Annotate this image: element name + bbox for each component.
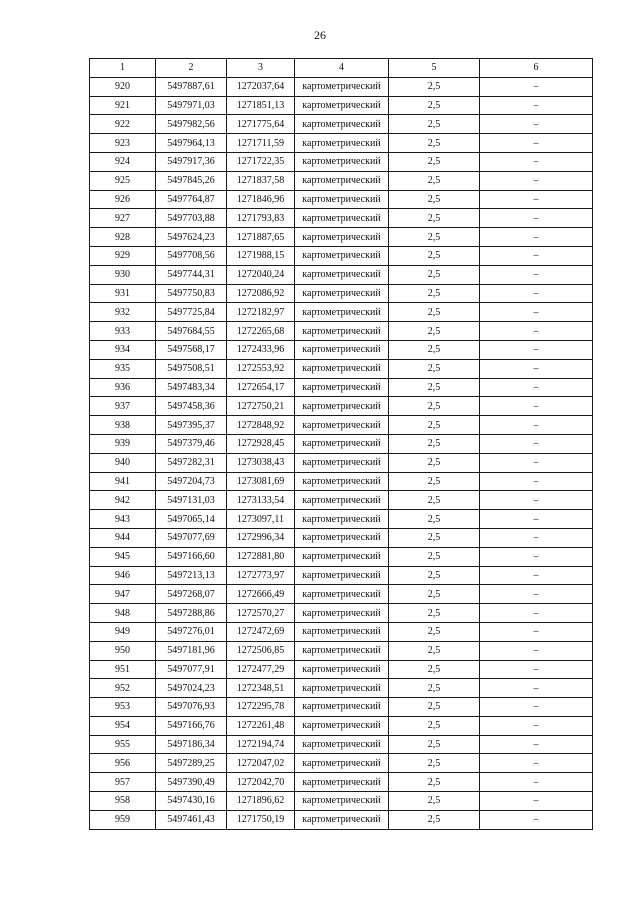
y-coordinate-cell: 1272881,80: [227, 547, 295, 566]
x-coordinate-cell: 5497744,31: [156, 265, 227, 284]
accuracy-cell: 2,5: [389, 585, 480, 604]
x-coordinate-cell: 5497076,93: [156, 698, 227, 717]
method-cell: картометрический: [295, 604, 389, 623]
point-number-cell: 955: [90, 735, 156, 754]
y-coordinate-cell: 1271846,96: [227, 190, 295, 209]
point-number-cell: 956: [90, 754, 156, 773]
accuracy-cell: 2,5: [389, 510, 480, 529]
accuracy-cell: 2,5: [389, 322, 480, 341]
table-row: [90, 359, 593, 378]
description-cell: –: [480, 604, 593, 623]
y-coordinate-cell: 1271896,62: [227, 792, 295, 811]
x-coordinate-cell: 5497982,56: [156, 115, 227, 134]
point-number-cell: 935: [90, 359, 156, 378]
y-coordinate-cell: 1271887,65: [227, 228, 295, 247]
method-cell: картометрический: [295, 792, 389, 811]
point-number-cell: 939: [90, 434, 156, 453]
y-coordinate-cell: 1271722,35: [227, 152, 295, 171]
table-row: [90, 190, 593, 209]
method-cell: картометрический: [295, 190, 389, 209]
point-number-cell: 927: [90, 209, 156, 228]
accuracy-cell: 2,5: [389, 303, 480, 322]
table-row: [90, 491, 593, 510]
y-coordinate-cell: 1271793,83: [227, 209, 295, 228]
table-row: [90, 322, 593, 341]
description-cell: –: [480, 265, 593, 284]
point-number-cell: 922: [90, 115, 156, 134]
method-cell: картометрический: [295, 472, 389, 491]
x-coordinate-cell: 5497395,37: [156, 416, 227, 435]
point-number-cell: 938: [90, 416, 156, 435]
point-number-cell: 920: [90, 77, 156, 96]
coordinates-table: [89, 58, 593, 830]
description-cell: –: [480, 566, 593, 585]
x-coordinate-cell: 5497684,55: [156, 322, 227, 341]
description-cell: –: [480, 472, 593, 491]
point-number-cell: 921: [90, 96, 156, 115]
point-number-cell: 949: [90, 622, 156, 641]
y-coordinate-cell: 1272040,24: [227, 265, 295, 284]
accuracy-cell: 2,5: [389, 491, 480, 510]
method-cell: картометрический: [295, 96, 389, 115]
x-coordinate-cell: 5497166,76: [156, 716, 227, 735]
description-cell: –: [480, 378, 593, 397]
column-header: 6: [480, 59, 593, 78]
point-number-cell: 954: [90, 716, 156, 735]
point-number-cell: 944: [90, 528, 156, 547]
accuracy-cell: 2,5: [389, 472, 480, 491]
method-cell: картометрический: [295, 115, 389, 134]
table-row: [90, 209, 593, 228]
x-coordinate-cell: 5497289,25: [156, 754, 227, 773]
table-row: [90, 547, 593, 566]
accuracy-cell: 2,5: [389, 96, 480, 115]
table-row: [90, 472, 593, 491]
x-coordinate-cell: 5497430,16: [156, 792, 227, 811]
table-row: [90, 679, 593, 698]
method-cell: картометрический: [295, 134, 389, 153]
y-coordinate-cell: 1272047,02: [227, 754, 295, 773]
table-row: [90, 134, 593, 153]
method-cell: картометрический: [295, 453, 389, 472]
y-coordinate-cell: 1271750,19: [227, 810, 295, 829]
y-coordinate-cell: 1271988,15: [227, 246, 295, 265]
description-cell: –: [480, 284, 593, 303]
method-cell: картометрический: [295, 322, 389, 341]
x-coordinate-cell: 5497887,61: [156, 77, 227, 96]
point-number-cell: 924: [90, 152, 156, 171]
point-number-cell: 932: [90, 303, 156, 322]
method-cell: картометрический: [295, 641, 389, 660]
y-coordinate-cell: 1272570,27: [227, 604, 295, 623]
x-coordinate-cell: 5497568,17: [156, 340, 227, 359]
x-coordinate-cell: 5497703,88: [156, 209, 227, 228]
y-coordinate-cell: 1272654,17: [227, 378, 295, 397]
y-coordinate-cell: 1272472,69: [227, 622, 295, 641]
x-coordinate-cell: 5497379,46: [156, 434, 227, 453]
method-cell: картометрический: [295, 566, 389, 585]
x-coordinate-cell: 5497077,91: [156, 660, 227, 679]
column-header: 4: [295, 59, 389, 78]
table-row: [90, 397, 593, 416]
x-coordinate-cell: 5497065,14: [156, 510, 227, 529]
method-cell: картометрический: [295, 660, 389, 679]
description-cell: –: [480, 96, 593, 115]
y-coordinate-cell: 1271851,13: [227, 96, 295, 115]
table-row: [90, 622, 593, 641]
table-row: [90, 754, 593, 773]
accuracy-cell: 2,5: [389, 228, 480, 247]
description-cell: –: [480, 434, 593, 453]
table-row: [90, 303, 593, 322]
method-cell: картометрический: [295, 434, 389, 453]
x-coordinate-cell: 5497213,13: [156, 566, 227, 585]
method-cell: картометрический: [295, 416, 389, 435]
point-number-cell: 942: [90, 491, 156, 510]
description-cell: –: [480, 510, 593, 529]
point-number-cell: 958: [90, 792, 156, 811]
x-coordinate-cell: 5497624,23: [156, 228, 227, 247]
column-header: 5: [389, 59, 480, 78]
point-number-cell: 929: [90, 246, 156, 265]
accuracy-cell: 2,5: [389, 679, 480, 698]
x-coordinate-cell: 5497204,73: [156, 472, 227, 491]
point-number-cell: 928: [90, 228, 156, 247]
table-row: [90, 735, 593, 754]
x-coordinate-cell: 5497276,01: [156, 622, 227, 641]
y-coordinate-cell: 1272042,70: [227, 773, 295, 792]
y-coordinate-cell: 1272261,48: [227, 716, 295, 735]
y-coordinate-cell: 1273081,69: [227, 472, 295, 491]
description-cell: –: [480, 416, 593, 435]
point-number-cell: 950: [90, 641, 156, 660]
method-cell: картометрический: [295, 698, 389, 717]
accuracy-cell: 2,5: [389, 453, 480, 472]
accuracy-cell: 2,5: [389, 434, 480, 453]
method-cell: картометрический: [295, 265, 389, 284]
table-row: [90, 171, 593, 190]
description-cell: –: [480, 754, 593, 773]
point-number-cell: 933: [90, 322, 156, 341]
description-cell: –: [480, 134, 593, 153]
method-cell: картометрический: [295, 303, 389, 322]
x-coordinate-cell: 5497458,36: [156, 397, 227, 416]
x-coordinate-cell: 5497917,36: [156, 152, 227, 171]
y-coordinate-cell: 1272086,92: [227, 284, 295, 303]
accuracy-cell: 2,5: [389, 246, 480, 265]
method-cell: картометрический: [295, 359, 389, 378]
method-cell: картометрический: [295, 340, 389, 359]
x-coordinate-cell: 5497181,96: [156, 641, 227, 660]
accuracy-cell: 2,5: [389, 284, 480, 303]
description-cell: –: [480, 453, 593, 472]
method-cell: картометрический: [295, 228, 389, 247]
description-cell: –: [480, 209, 593, 228]
description-cell: –: [480, 190, 593, 209]
x-coordinate-cell: 5497186,34: [156, 735, 227, 754]
table-row: [90, 115, 593, 134]
table-row: [90, 96, 593, 115]
point-number-cell: 931: [90, 284, 156, 303]
y-coordinate-cell: 1272553,92: [227, 359, 295, 378]
method-cell: картометрический: [295, 585, 389, 604]
accuracy-cell: 2,5: [389, 716, 480, 735]
y-coordinate-cell: 1272265,68: [227, 322, 295, 341]
table-row: [90, 604, 593, 623]
method-cell: картометрический: [295, 735, 389, 754]
accuracy-cell: 2,5: [389, 660, 480, 679]
accuracy-cell: 2,5: [389, 378, 480, 397]
accuracy-cell: 2,5: [389, 340, 480, 359]
y-coordinate-cell: 1272666,49: [227, 585, 295, 604]
y-coordinate-cell: 1271775,64: [227, 115, 295, 134]
method-cell: картометрический: [295, 679, 389, 698]
description-cell: –: [480, 641, 593, 660]
x-coordinate-cell: 5497764,87: [156, 190, 227, 209]
point-number-cell: 951: [90, 660, 156, 679]
table-row: [90, 792, 593, 811]
description-cell: –: [480, 810, 593, 829]
method-cell: картометрический: [295, 246, 389, 265]
column-header: 3: [227, 59, 295, 78]
method-cell: картометрический: [295, 152, 389, 171]
description-cell: –: [480, 322, 593, 341]
method-cell: картометрический: [295, 510, 389, 529]
y-coordinate-cell: 1273097,11: [227, 510, 295, 529]
description-cell: –: [480, 340, 593, 359]
point-number-cell: 937: [90, 397, 156, 416]
y-coordinate-cell: 1272433,96: [227, 340, 295, 359]
x-coordinate-cell: 5497483,34: [156, 378, 227, 397]
accuracy-cell: 2,5: [389, 265, 480, 284]
accuracy-cell: 2,5: [389, 77, 480, 96]
table-row: [90, 246, 593, 265]
point-number-cell: 936: [90, 378, 156, 397]
table-header-row: [90, 59, 593, 78]
method-cell: картометрический: [295, 716, 389, 735]
accuracy-cell: 2,5: [389, 773, 480, 792]
method-cell: картометрический: [295, 77, 389, 96]
point-number-cell: 952: [90, 679, 156, 698]
y-coordinate-cell: 1272848,92: [227, 416, 295, 435]
table-row: [90, 660, 593, 679]
point-number-cell: 943: [90, 510, 156, 529]
accuracy-cell: 2,5: [389, 622, 480, 641]
table-row: [90, 228, 593, 247]
y-coordinate-cell: 1272928,45: [227, 434, 295, 453]
accuracy-cell: 2,5: [389, 528, 480, 547]
x-coordinate-cell: 5497971,03: [156, 96, 227, 115]
table-row: [90, 698, 593, 717]
description-cell: –: [480, 792, 593, 811]
description-cell: –: [480, 246, 593, 265]
table-row: [90, 528, 593, 547]
point-number-cell: 957: [90, 773, 156, 792]
description-cell: –: [480, 397, 593, 416]
x-coordinate-cell: 5497725,84: [156, 303, 227, 322]
method-cell: картометрический: [295, 810, 389, 829]
description-cell: –: [480, 585, 593, 604]
point-number-cell: 941: [90, 472, 156, 491]
y-coordinate-cell: 1272506,85: [227, 641, 295, 660]
accuracy-cell: 2,5: [389, 754, 480, 773]
accuracy-cell: 2,5: [389, 397, 480, 416]
description-cell: –: [480, 491, 593, 510]
table-row: [90, 416, 593, 435]
column-header: 2: [156, 59, 227, 78]
x-coordinate-cell: 5497077,69: [156, 528, 227, 547]
table-row: [90, 810, 593, 829]
method-cell: картометрический: [295, 284, 389, 303]
y-coordinate-cell: 1272477,29: [227, 660, 295, 679]
method-cell: картометрический: [295, 528, 389, 547]
x-coordinate-cell: 5497024,23: [156, 679, 227, 698]
table-row: [90, 284, 593, 303]
table-row: [90, 340, 593, 359]
table-row: [90, 716, 593, 735]
description-cell: –: [480, 660, 593, 679]
y-coordinate-cell: 1271837,58: [227, 171, 295, 190]
description-cell: –: [480, 698, 593, 717]
method-cell: картометрический: [295, 773, 389, 792]
y-coordinate-cell: 1272773,97: [227, 566, 295, 585]
description-cell: –: [480, 773, 593, 792]
x-coordinate-cell: 5497288,86: [156, 604, 227, 623]
x-coordinate-cell: 5497131,03: [156, 491, 227, 510]
y-coordinate-cell: 1272295,78: [227, 698, 295, 717]
accuracy-cell: 2,5: [389, 792, 480, 811]
accuracy-cell: 2,5: [389, 604, 480, 623]
y-coordinate-cell: 1271711,59: [227, 134, 295, 153]
table-row: [90, 510, 593, 529]
method-cell: картометрический: [295, 622, 389, 641]
y-coordinate-cell: 1272194,74: [227, 735, 295, 754]
method-cell: картометрический: [295, 171, 389, 190]
point-number-cell: 940: [90, 453, 156, 472]
y-coordinate-cell: 1272182,97: [227, 303, 295, 322]
description-cell: –: [480, 152, 593, 171]
page-number: 26: [314, 28, 326, 42]
x-coordinate-cell: 5497268,07: [156, 585, 227, 604]
y-coordinate-cell: 1273133,54: [227, 491, 295, 510]
description-cell: –: [480, 735, 593, 754]
description-cell: –: [480, 622, 593, 641]
accuracy-cell: 2,5: [389, 735, 480, 754]
point-number-cell: 953: [90, 698, 156, 717]
y-coordinate-cell: 1273038,43: [227, 453, 295, 472]
description-cell: –: [480, 77, 593, 96]
table-row: [90, 773, 593, 792]
x-coordinate-cell: 5497390,49: [156, 773, 227, 792]
point-number-cell: 945: [90, 547, 156, 566]
accuracy-cell: 2,5: [389, 152, 480, 171]
description-cell: –: [480, 528, 593, 547]
point-number-cell: 923: [90, 134, 156, 153]
description-cell: –: [480, 359, 593, 378]
description-cell: –: [480, 171, 593, 190]
x-coordinate-cell: 5497845,26: [156, 171, 227, 190]
method-cell: картометрический: [295, 378, 389, 397]
description-cell: –: [480, 115, 593, 134]
method-cell: картометрический: [295, 209, 389, 228]
accuracy-cell: 2,5: [389, 416, 480, 435]
accuracy-cell: 2,5: [389, 641, 480, 660]
table-row: [90, 152, 593, 171]
point-number-cell: 946: [90, 566, 156, 585]
description-cell: –: [480, 303, 593, 322]
accuracy-cell: 2,5: [389, 209, 480, 228]
method-cell: картометрический: [295, 547, 389, 566]
table-row: [90, 378, 593, 397]
accuracy-cell: 2,5: [389, 171, 480, 190]
accuracy-cell: 2,5: [389, 115, 480, 134]
description-cell: –: [480, 716, 593, 735]
x-coordinate-cell: 5497750,83: [156, 284, 227, 303]
accuracy-cell: 2,5: [389, 359, 480, 378]
table-row: [90, 453, 593, 472]
y-coordinate-cell: 1272996,34: [227, 528, 295, 547]
table-row: [90, 77, 593, 96]
accuracy-cell: 2,5: [389, 698, 480, 717]
method-cell: картометрический: [295, 491, 389, 510]
y-coordinate-cell: 1272750,21: [227, 397, 295, 416]
point-number-cell: 925: [90, 171, 156, 190]
point-number-cell: 959: [90, 810, 156, 829]
description-cell: –: [480, 228, 593, 247]
point-number-cell: 948: [90, 604, 156, 623]
description-cell: –: [480, 679, 593, 698]
method-cell: картометрический: [295, 397, 389, 416]
column-header: 1: [90, 59, 156, 78]
accuracy-cell: 2,5: [389, 134, 480, 153]
x-coordinate-cell: 5497508,51: [156, 359, 227, 378]
x-coordinate-cell: 5497461,43: [156, 810, 227, 829]
point-number-cell: 934: [90, 340, 156, 359]
x-coordinate-cell: 5497282,31: [156, 453, 227, 472]
point-number-cell: 926: [90, 190, 156, 209]
accuracy-cell: 2,5: [389, 190, 480, 209]
x-coordinate-cell: 5497964,13: [156, 134, 227, 153]
table-row: [90, 585, 593, 604]
x-coordinate-cell: 5497708,56: [156, 246, 227, 265]
table-row: [90, 265, 593, 284]
accuracy-cell: 2,5: [389, 810, 480, 829]
method-cell: картометрический: [295, 754, 389, 773]
table-row: [90, 566, 593, 585]
accuracy-cell: 2,5: [389, 566, 480, 585]
table-row: [90, 641, 593, 660]
point-number-cell: 947: [90, 585, 156, 604]
description-cell: –: [480, 547, 593, 566]
y-coordinate-cell: 1272037,64: [227, 77, 295, 96]
y-coordinate-cell: 1272348,51: [227, 679, 295, 698]
table-body: [90, 59, 593, 830]
x-coordinate-cell: 5497166,60: [156, 547, 227, 566]
accuracy-cell: 2,5: [389, 547, 480, 566]
point-number-cell: 930: [90, 265, 156, 284]
table-row: [90, 434, 593, 453]
